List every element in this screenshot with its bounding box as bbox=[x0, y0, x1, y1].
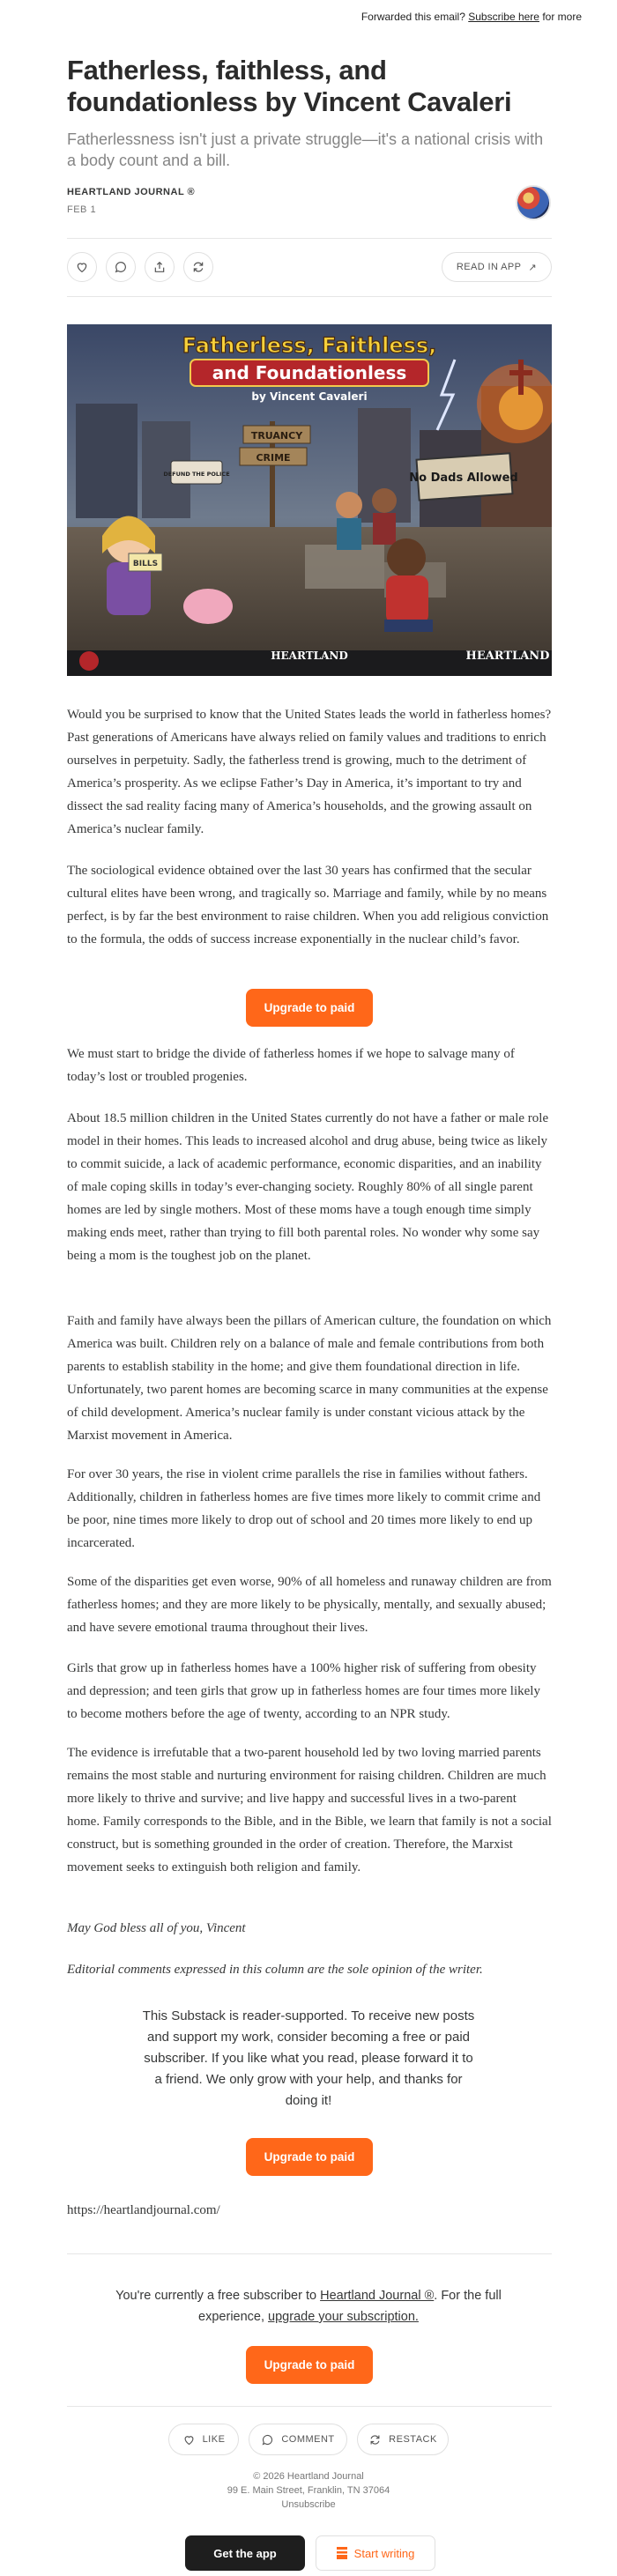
forwarded-notice bbox=[361, 11, 582, 23]
post-actions bbox=[67, 252, 552, 282]
hero-brand-center: HEARTLAND bbox=[271, 650, 348, 662]
substack-logo-icon bbox=[337, 2547, 347, 2559]
restack-label: RESTACK bbox=[389, 2434, 437, 2445]
restack-icon bbox=[191, 260, 205, 274]
subscribe-link[interactable]: Subscribe here bbox=[468, 11, 539, 23]
like-button[interactable] bbox=[67, 252, 97, 282]
start-writing-label: Start writing bbox=[353, 2546, 415, 2560]
body-paragraph: The evidence is irrefutable that a two-parent household led by two loving married parents remains the most stable and nurturing environment for raising children. Children are much more likely to thrive and survive; and live happy and successful lives in a two-parent home. Family corresponds to the Bible, and in the Bible, we learn that family is not a social construct, but is something grounded in the order of creation. Therefore, the Marxist movement seeks to extinguish both religion and family. bbox=[67, 1746, 552, 1874]
hero-sign-no-dads: No Dads Allowed bbox=[409, 471, 518, 485]
body-paragraph: Girls that grow up in fatherless homes have a 100% higher risk of suffering from obesity and depression; and teen girls that grow up in fatherless homes are four times more likely to become mothers before the age of twenty, according to an NPR study. bbox=[67, 1661, 540, 1721]
hero-title-line1: Fatherless, Faithless, bbox=[182, 333, 437, 358]
signoff: May God bless all of you, Vincent bbox=[67, 1921, 246, 1935]
hero-sign-defund: DEFUND THE POLICE bbox=[163, 471, 230, 478]
website-link[interactable]: https://heartlandjournal.com/ bbox=[67, 2203, 220, 2217]
hero-illustration bbox=[67, 324, 552, 676]
comment-button[interactable] bbox=[106, 252, 136, 282]
disclaimer: Editorial comments expressed in this column are the sole opinion of the writer. bbox=[67, 1963, 483, 1977]
footer bbox=[0, 2469, 617, 2512]
post-date: FEB 1 bbox=[67, 204, 97, 215]
restack-icon bbox=[368, 2433, 382, 2446]
body-paragraph: Would you be surprised to know that the United States leads the world in fatherless homes? Past generations of Americans have always relied on family values and traditions to enrich ourselves in perpetuity. Sadly, the fatherless trend is growing, much to the detriment of America’s prosperity. As we eclipse Father’s Day in America, it’s important to try and dissect the sad reality facing many of America’s households, and the growing assault on America’s nuclear family. bbox=[67, 708, 552, 836]
post-subtitle: Fatherlessness isn't just a private struggle—it's a national crisis with a body count and a bill. bbox=[67, 130, 544, 169]
subscription-prefix: You're currently a free subscriber to bbox=[115, 2289, 317, 2303]
like-label: LIKE bbox=[202, 2434, 226, 2445]
body-paragraph: Some of the disparities get even worse, 90% of all homeless and runaway children are from fatherless homes; and they are more likely to be physically, mentally, and sexually abused; and have severe emotional trauma throughout their lives. bbox=[67, 1575, 552, 1635]
upgrade-to-paid-button[interactable]: Upgrade to paid bbox=[246, 2346, 373, 2384]
hero-sign-bills: BILLS bbox=[132, 560, 159, 568]
publication-name[interactable]: HEARTLAND JOURNAL ® bbox=[67, 187, 196, 197]
hero-title-line2: and Foundationless bbox=[212, 362, 407, 383]
publication-avatar[interactable] bbox=[516, 185, 551, 220]
upgrade-to-paid-button[interactable]: Upgrade to paid bbox=[246, 989, 373, 1027]
forwarded-text: Forwarded this email? bbox=[361, 11, 465, 23]
restack-button[interactable] bbox=[183, 252, 213, 282]
body-paragraph: We must start to bridge the divide of fatherless homes if we hope to salvage many of today’s lost or troubled progenies. bbox=[67, 1047, 515, 1084]
comment-icon bbox=[261, 2433, 274, 2446]
more-text: for more bbox=[542, 11, 582, 23]
post-title[interactable]: Fatherless, faithless, and foundationless by Vincent Cavaleri bbox=[67, 55, 512, 117]
arrow-up-right-icon: ↗ bbox=[528, 262, 537, 273]
hero-brand-right: HEARTLAND bbox=[465, 650, 550, 663]
share-icon bbox=[152, 260, 167, 274]
hero-image[interactable] bbox=[67, 324, 552, 676]
comment-label: COMMENT bbox=[281, 2434, 335, 2445]
divider bbox=[67, 238, 552, 239]
divider bbox=[67, 2406, 552, 2407]
body-paragraph: About 18.5 million children in the United States currently do not have a father or male role model in their homes. This leads to increased alcohol and drug abuse, being twice as likely to commit suicide, a lack of academic performance, economic disparities, and an inability of male coping skills in today’s ever-changing society. Roughly 80% of all single parent homes are led by single mothers. Most of these moms have a tough enough time simply making ends meet, rather than trying to fill both parental roles. No wonder why some say being a mom is the toughest job on the planet. bbox=[67, 1111, 549, 1263]
publication-link[interactable]: Heartland Journal ® bbox=[320, 2289, 435, 2303]
support-message: This Substack is reader-supported. To receive new posts and support my work, consider becoming a free or paid subscriber. If you like what you read, please forward it to a friend. We only grow with your help, and thanks for doing it! bbox=[142, 2008, 475, 2108]
like-button[interactable] bbox=[168, 2424, 239, 2455]
footer-address: 99 E. Main Street, Franklin, TN 37064 bbox=[227, 2485, 390, 2496]
body-paragraph: For over 30 years, the rise in violent crime parallels the rise in families without fathers. Additionally, children in fatherless homes are five times more likely to commit crime and be poor, nine times more likely to drop out of school and 20 times more likely to end up incarcerated. bbox=[67, 1467, 541, 1550]
body-paragraph: The sociological evidence obtained over the last 30 years has confirmed that the secular cultural elites have been wrong, and tragically so. Marriage and family, while by no means perfect, is by far the best environment to raise children. When you add religious conviction to the formula, the odds of success increase exponentially in the nuclear child’s favor. bbox=[67, 864, 549, 947]
unsubscribe-link[interactable]: Unsubscribe bbox=[281, 2499, 336, 2510]
hero-byline: by Vincent Cavaleri bbox=[251, 390, 368, 403]
heart-icon bbox=[75, 260, 89, 274]
comment-icon bbox=[114, 260, 128, 274]
comment-button[interactable] bbox=[249, 2424, 347, 2455]
divider bbox=[67, 2253, 552, 2254]
read-in-app-button[interactable] bbox=[442, 252, 552, 282]
restack-button[interactable] bbox=[357, 2424, 449, 2455]
upgrade-subscription-link[interactable]: upgrade your subscription. bbox=[268, 2310, 419, 2324]
divider bbox=[67, 296, 552, 297]
upgrade-to-paid-button[interactable]: Upgrade to paid bbox=[246, 2138, 373, 2176]
footer-copyright: © 2026 Heartland Journal bbox=[253, 2471, 364, 2482]
get-the-app-button[interactable]: Get the app bbox=[185, 2535, 305, 2571]
start-writing-button[interactable] bbox=[316, 2535, 435, 2571]
share-button[interactable] bbox=[145, 252, 175, 282]
heart-icon bbox=[182, 2433, 196, 2446]
body-paragraph: Faith and family have always been the pillars of American culture, the foundation on which America was built. Children rely on a balance of male and female contributions from both parents to establish stability in the home; and give them foundational direction in life. Unfortunately, two parent homes are becoming scarce in many communities at the expense of child development. America’s nuclear family is under constant vicious attack by the Marxist movement in America. bbox=[67, 1314, 552, 1443]
subscription-middle: . For the full experience, bbox=[198, 2289, 502, 2324]
hero-sign-truancy: TRUANCY bbox=[250, 430, 303, 442]
hero-sign-crime: CRIME bbox=[256, 452, 291, 464]
subscription-notice bbox=[97, 2285, 520, 2327]
read-in-app-label: READ IN APP bbox=[456, 262, 522, 272]
